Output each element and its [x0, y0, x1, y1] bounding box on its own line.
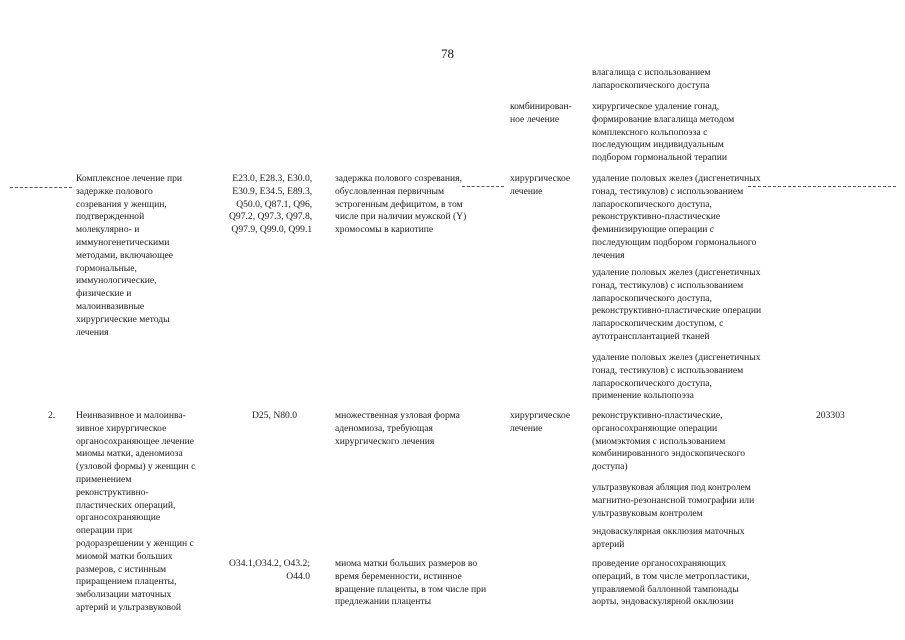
- method-cell: эндоваскулярная окклюзия маточных артерий: [592, 526, 745, 550]
- method-cell: реконструктивно-пластические, органосохраняющие операции (миомэктомия с использованием комбинированного эндоскопического доступа): [592, 410, 746, 473]
- condition-cell: миома матки больших размеров во время беременности, истинное вращение плаценты, в том числе при предлежании плаценты: [335, 558, 487, 608]
- row-number: 2.: [48, 410, 56, 421]
- method-cell: хирургическое удаление гонад, формирование влагалища методом комплексного кольпопоэза с последующим индивидуальным подбором гормональной терапии: [592, 101, 735, 164]
- dashed-rule: [10, 187, 72, 188]
- dashed-rule: [748, 186, 896, 187]
- method-cell: удаление половых желез (дисгенетичных гонад, тестикулов) с использованием лапароскопического доступа, реконструктивно-пластические операции лапароскопическим доступом, с аутотрансплантацией тканей: [592, 267, 762, 342]
- condition-cell: множественная узловая форма аденомиоза, требующая хирургического лечения: [335, 410, 460, 447]
- cost-cell: 203303: [816, 410, 845, 421]
- condition-cell: задержка полового созревания, обусловленная первичным эстрогенным дефицитом, в том числе при наличии мужской (Y) хромосомы в кариотипе: [335, 173, 467, 236]
- treatment-cell: комбинирован- ное лечение: [510, 101, 572, 125]
- icd-codes-cell: O34.1,O34.2, O43.2; O44.0: [229, 558, 311, 582]
- dashed-rule: [462, 186, 504, 187]
- page-number: 78: [441, 46, 454, 61]
- service-name-cell: Неинвазивное и малоинва- зивное хирургическое органосохраняющее лечение миомы матки, аденомиоза (узловой формы) у женщин с применением реконструктивно- пластических операций, органосохраняющие операции при родоразрешении у женщин с миомой матки больших размеров, с истинным приращением плаценты, эмболизации маточных артерий и ультразвуковой: [76, 410, 196, 613]
- treatment-cell: хирургическое лечение: [510, 173, 571, 197]
- icd-codes-cell: D25, N80.0: [252, 410, 298, 421]
- method-cell: удаление половых желез (дисгенетичных гонад, тестикулов) с использованием лапароскопического доступа, реконструктивно-пластические феминизирующие операции с последующим подбором гормонального лечения: [592, 173, 761, 261]
- method-cell: удаление половых желез (дисгенетичных гонад, тестикулов) с использованием лапароскопического доступа, применение кольпопоэза: [592, 352, 761, 402]
- icd-codes-cell: E23.0, E28.3, E30.0, E30.9, E34.5, E89.3, Q50.0, Q87.1, Q96, Q97.2, Q97.3, Q97.8, Q97.9, Q99.0, Q99.1: [229, 173, 313, 236]
- method-cell: ультразвуковая абляция под контролем магнитно-резонансной томографии или ультразвуковым контролем: [592, 482, 755, 519]
- treatment-cell: хирургическое лечение: [510, 410, 571, 434]
- service-name-cell: Комплексное лечение при задержке полового созревания у женщин, подтвержденной молекулярно- и иммуногенетическими методами, включающее гормональные, иммунологические, физические и малоинвазивные хирургические методы лечения: [76, 173, 183, 338]
- method-cell: влагалища с использованием лапароскопического доступа: [592, 67, 711, 91]
- method-cell: проведение органосохраняющих операций, в том числе метропластики, управляемой баллонной тампонады аорты, эндоваскулярной окклюзии: [592, 558, 750, 608]
